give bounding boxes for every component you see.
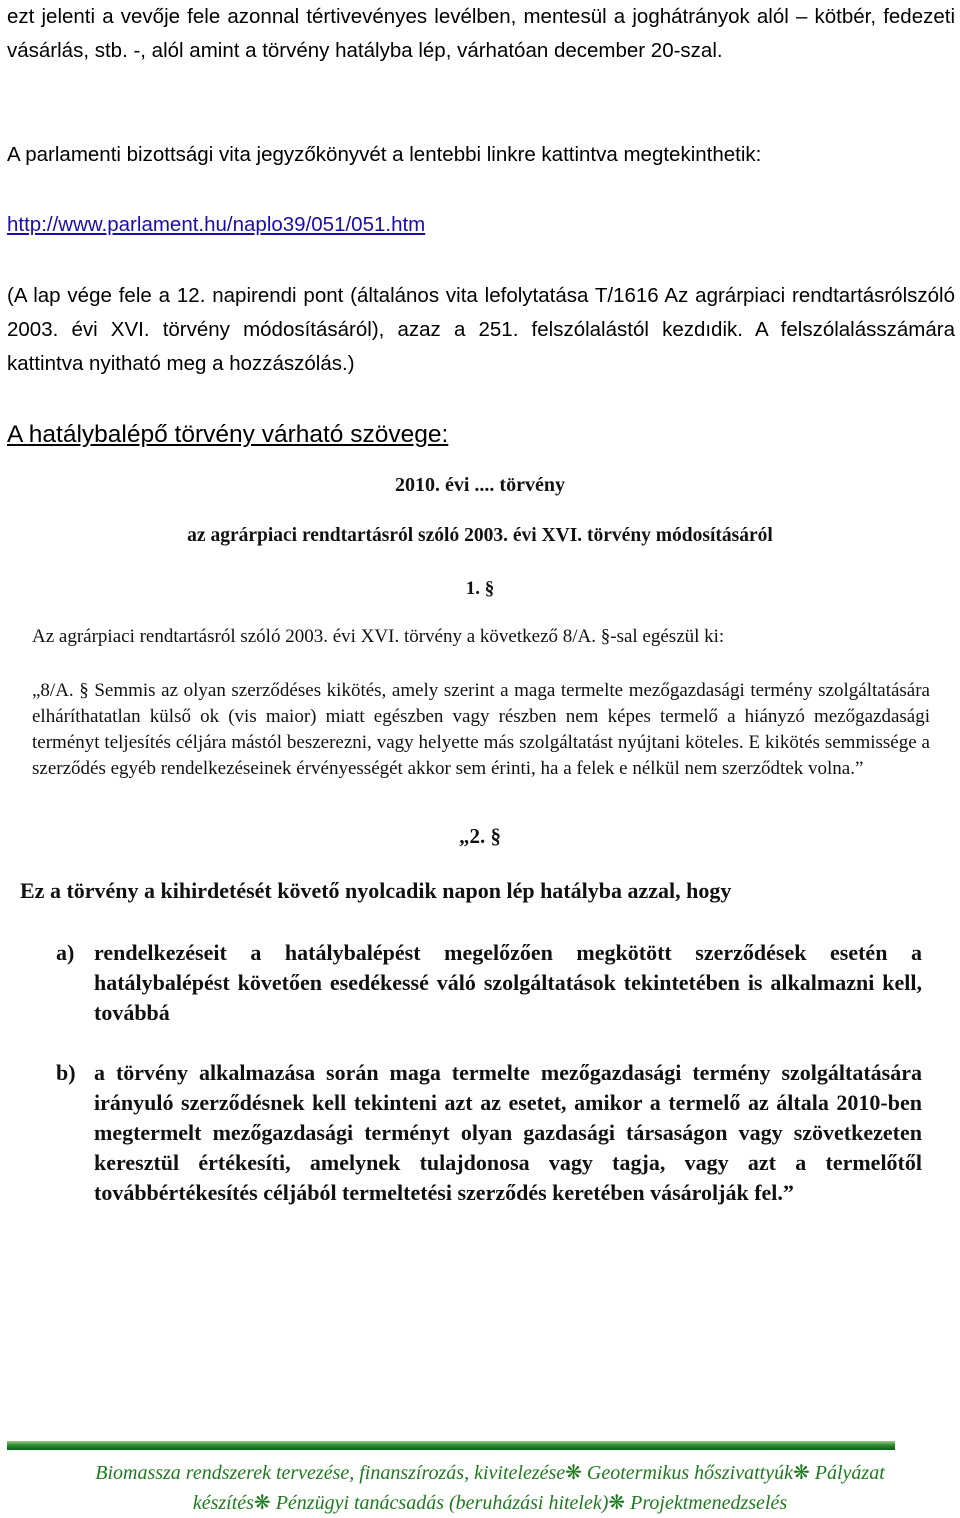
footer-service-pm: Projektmenedzselés: [625, 1492, 788, 1514]
list-text-b: a törvény alkalmazása során maga termelte mezőgazdasági termény szolgáltatására irányuló szerződésnek kell tekinteni azt az esetet, amikor a termelő az általa 2010-ben megtermelt mezőgazdasági terményt olyan gazdasági társaságon vagy szövetkezeten keresztül értékesíti, amelynek tulajdonosa vagy tagja, vagy azt a termelőtől továbbértékesítés céljából termeltetési szerződés keretében vásárolják fel.”: [94, 1060, 922, 1205]
law-text-heading: A hatálybalépő törvény várható szövege:: [7, 421, 449, 448]
agenda-note-paragraph: (A lap vége fele a 12. napirendi pont (általános vita lefolytatása T/1616 Az agrárpiaci rendtartásrólszóló 2003. évi XVI. törvény módosításáról), azaz a 251. felszólalástól kezdıdik. A felszólalásszámára kattintva nyitható meg a hozzászólás.): [7, 284, 955, 375]
flower-icon: ❋: [608, 1492, 626, 1514]
footer-services: [40, 1458, 940, 1518]
minutes-paragraph: A parlamenti bizottsági vita jegyzőkönyvét a lentebbi linkre kattintva megtekinthetik:: [7, 143, 762, 166]
section-1-heading: 1. §: [465, 578, 495, 599]
footer-service-heatpump: Geotermikus hőszivattyúk: [581, 1462, 793, 1484]
footer-service-tender: Pályázat: [809, 1462, 885, 1484]
footer-service-tender-cont: készítés: [192, 1492, 254, 1514]
intro-paragraph: ezt jelenti a vevője fele azonnal tértivevényes levélben, mentesül a joghátrányok alól – kötbér, fedezeti vásárlás, stb. -, alól amint a törvény hatályba lép, várhatóan december 20-szal.: [7, 5, 955, 62]
list-text-a: rendelkezéseit a hatálybalépést megelőzően megkötött szerződések esetén a hatálybalépést követően esedékessé váló szolgáltatások tekintetében is alkalmazni kell, továbbá: [94, 940, 922, 1025]
law-subtitle: az agrárpiaci rendtartásról szóló 2003. évi XVI. törvény módosításáról: [187, 525, 773, 546]
flower-icon: ❋: [793, 1462, 810, 1484]
flower-icon: ❋: [253, 1492, 271, 1514]
list-marker-a: a): [56, 940, 75, 965]
section-2-intro: Ez a törvény a kihirdetését követő nyolcadik napon lép hatályba azzal, hogy: [20, 878, 732, 903]
footer-service-biomass: Biomassza rendszerek tervezése, finanszírozás, kivitelezése: [95, 1462, 566, 1484]
parliament-minutes-link[interactable]: http://www.parlament.hu/naplo39/051/051.htm: [7, 213, 426, 236]
footer-service-finance: Pénzügyi tanácsadás (beruházási hitelek): [270, 1492, 609, 1514]
footer-divider: [7, 1441, 895, 1450]
law-title: 2010. évi .... törvény: [395, 474, 565, 496]
list-item-b: [56, 1058, 922, 1208]
list-marker-b: b): [56, 1060, 76, 1085]
section-1-intro: Az agrárpiaci rendtartásról szóló 2003. évi XVI. törvény a következő 8/A. §-sal egészül ki:: [32, 626, 725, 647]
minutes-link-line: [7, 208, 955, 242]
section-2-heading: „2. §: [459, 824, 501, 848]
flower-icon: ❋: [565, 1462, 582, 1484]
list-item-a: [56, 938, 922, 1028]
section-8a-quote: „8/A. § Semmis az olyan szerződéses kikötés, amely szerint a maga termelte mezőgazdasági termény szolgáltatására elháríthatatlan külső ok (vis maior) miatt egészben vagy részben nem képes termelő a hiányzó mezőgazdasági terményt teljesítés céljára mástól beszerezni, vagy helyette más szolgáltatást nyújtani köteles. E kikötés semmissége a szerződés egyéb rendelkezéseinek érvényességét akkor sem érinti, ha a felek e nélkül nem szerződtek volna.”: [32, 680, 930, 779]
